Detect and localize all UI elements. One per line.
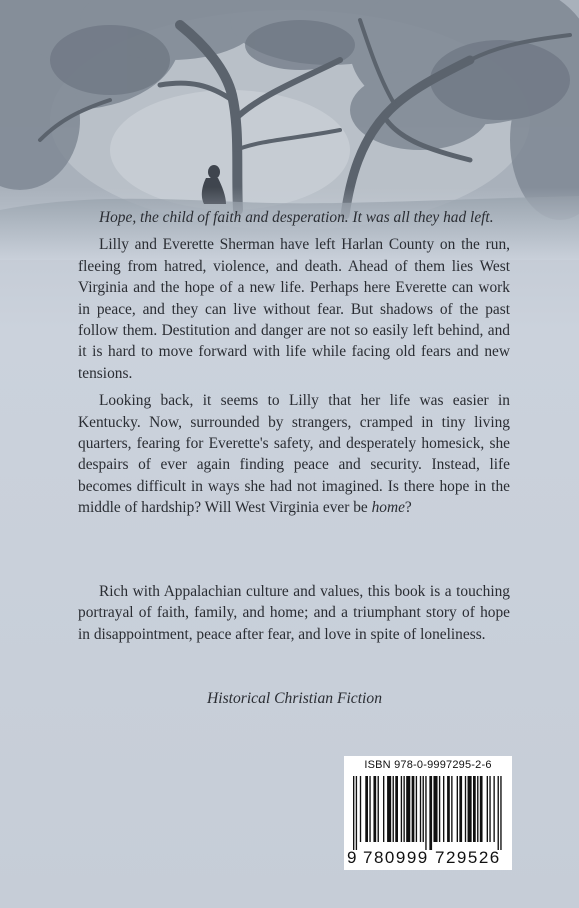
- blurb: [78, 207, 510, 519]
- barcode-bar: [383, 776, 384, 842]
- barcode-bar: [356, 776, 357, 850]
- barcode-bar: [416, 776, 417, 842]
- barcode-bar: [459, 776, 462, 842]
- isbn-label: ISBN 978-0-9997295-2-6: [364, 759, 492, 771]
- barcode-bars: [353, 776, 503, 850]
- blurb-paragraph-1: Lilly and Everette Sherman have left Harlan County on the run, fleeing from hatred, violence, and death. Ahead of them lies West Virginia and the hope of a new life. Perhaps here Everette can work in peace, and they can live without fear. But shadows of the past follow them. Destitution and danger are not so easily left behind, and it is hard to move forward with life while facing old fears and new tensions.: [78, 236, 510, 382]
- genre-label: Historical Christian Fiction: [206, 690, 382, 707]
- barcode-digit-first: 9: [347, 848, 358, 867]
- tagline: Hope, the child of faith and desperation. It was all they had left.: [99, 209, 494, 226]
- barcode-bar: [360, 776, 361, 842]
- barcode-bar: [451, 776, 452, 842]
- barcode-bar: [493, 776, 494, 842]
- barcode-bar: [406, 776, 410, 842]
- barcode-bar: [498, 776, 499, 850]
- barcode-bar: [423, 776, 424, 842]
- barcode-bar: [457, 776, 458, 842]
- barcode-bar: [429, 776, 432, 850]
- barcode-bar: [477, 776, 478, 842]
- barcode-bar: [489, 776, 490, 842]
- barcode-bar: [393, 776, 394, 842]
- barcode-bar: [433, 776, 437, 842]
- barcode-bar: [473, 776, 476, 842]
- barcode-bar: [447, 776, 450, 842]
- barcode-bar: [420, 776, 421, 842]
- barcode-bar: [403, 776, 404, 842]
- blurb-paragraph-2-emphasis: home: [371, 499, 405, 517]
- blurb-paragraph-2: [78, 390, 510, 518]
- barcode-digits-group-1: 780999: [363, 848, 429, 867]
- barcode-bar: [425, 776, 426, 850]
- barcode-bar: [468, 776, 472, 842]
- barcode-bar: [378, 776, 379, 842]
- summary: [78, 581, 510, 645]
- barcode-bar: [439, 776, 440, 842]
- blurb-paragraph-2-end: ?: [404, 499, 412, 517]
- summary-paragraph: Rich with Appalachian culture and values, this book is a touching portrayal of faith, family, and home; and a triumphant story of hope in disappointment, peace after fear, and love in spite of loneliness.: [78, 583, 510, 643]
- barcode-bar: [387, 776, 391, 842]
- barcode: [344, 756, 512, 870]
- barcode-bar: [500, 776, 501, 850]
- blurb-paragraph-2-text: Looking back, it seems to Lilly that her life was easier in Kentucky. Now, surrounded by strangers, cramped in tiny living quarters, fearing for Everette's safety, and desperately homesick, she despairs of ever again finding peace and security. Instead, life becomes difficult in ways she had not imagined. Is there hope in the middle of hardship? Will West Virginia ever be: [78, 392, 510, 517]
- barcode-bar: [412, 776, 415, 842]
- barcode-bar: [465, 776, 466, 842]
- barcode-bar: [353, 776, 354, 850]
- barcode-bar: [401, 776, 402, 842]
- barcode-bar: [365, 776, 368, 842]
- barcode-bar: [443, 776, 444, 842]
- barcode-bar: [369, 776, 370, 842]
- barcode-bar: [395, 776, 398, 842]
- barcode-digits-group-2: 729526: [435, 848, 501, 867]
- barcode-bar: [487, 776, 488, 842]
- barcode-bar: [480, 776, 483, 842]
- barcode-bar: [373, 776, 376, 842]
